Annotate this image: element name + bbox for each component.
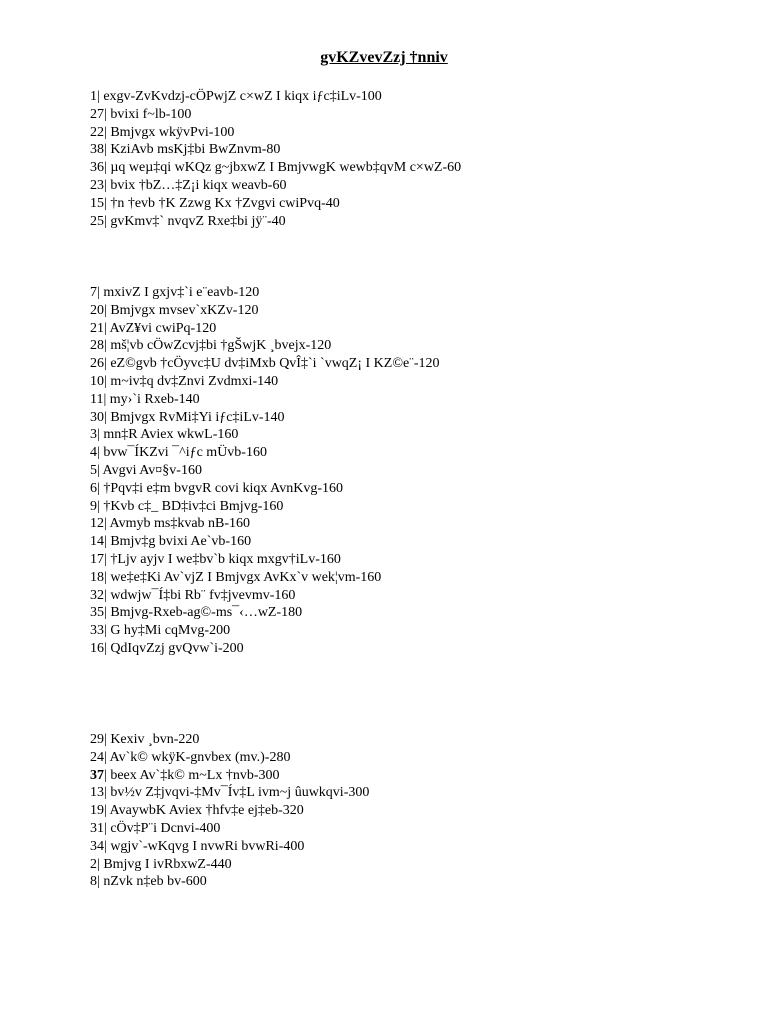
item-separator: |: [104, 177, 111, 193]
list-item: [90, 373, 730, 391]
item-number: 38: [90, 142, 104, 158]
list-item: [90, 838, 730, 856]
item-separator: |: [97, 462, 103, 478]
item-separator: |: [97, 445, 104, 461]
item-separator: |: [104, 106, 111, 122]
item-number: 22: [90, 124, 104, 140]
item-separator: |: [104, 820, 111, 836]
list-item: [90, 515, 730, 533]
item-number: 31: [90, 820, 104, 836]
item-text: Bmjvgx RvMi‡Yi iƒc‡iLv-140: [110, 409, 285, 425]
item-number: 5: [90, 462, 97, 478]
item-separator: |: [97, 498, 104, 514]
item-separator: |: [103, 391, 110, 407]
item-number: 29: [90, 732, 104, 747]
item-text: †Ljv ayjv I we‡bv`b kiqx mxgv†iLv-160: [110, 551, 341, 567]
item-text: m~iv‡q dv‡Znvi Zvdmxi-140: [110, 373, 279, 389]
list-item: [90, 640, 730, 658]
item-text: µq weµ‡qi wKQz g~jbxwZ I BmjvwgK wewb‡qvM c×wZ-60: [110, 160, 462, 176]
item-number: 14: [90, 534, 104, 550]
list-item: [90, 124, 730, 142]
item-number: 17: [90, 551, 104, 567]
list-item: [90, 141, 730, 159]
item-number: 35: [90, 605, 104, 621]
item-number: 4: [90, 445, 97, 461]
item-text: wgjv`-wKqvg I nvwRi bvwRi-400: [110, 838, 305, 854]
item-text: my›`i Rxeb-140: [109, 391, 200, 407]
item-separator: |: [104, 551, 111, 567]
item-text: eZ©gvb †cÖyvc‡U dv‡iMxb QvÎ‡`i `vwqZ¡ I KZ©e¨-120: [110, 356, 440, 372]
item-separator: |: [104, 749, 110, 765]
item-number: 7: [90, 285, 97, 300]
list-item: [90, 88, 730, 106]
item-number: 3: [90, 427, 97, 443]
item-separator: |: [104, 534, 111, 550]
item-text: QdIqvZzj gvQvw`i-200: [110, 640, 244, 656]
item-separator: |: [104, 213, 111, 229]
item-number: 13: [90, 785, 104, 801]
item-separator: |: [104, 409, 111, 425]
list-item: [90, 569, 730, 587]
list-item: [90, 873, 730, 891]
item-text: we‡e‡Ki Av`vjZ I Bmjvgx AvKx`v wek¦vm-160: [110, 569, 382, 585]
list-item: [90, 551, 730, 569]
item-separator: |: [104, 605, 111, 621]
item-number: 8: [90, 874, 97, 890]
list-item: [90, 587, 730, 605]
item-separator: |: [104, 640, 111, 656]
item-number: 30: [90, 409, 104, 425]
list-item: [90, 622, 730, 640]
item-text: Kexiv ¸bvn-220: [110, 732, 200, 747]
item-number: 9: [90, 498, 97, 514]
item-separator: |: [104, 302, 111, 318]
item-text: †n †evb †K Zzwg Kx †Zvgvi cwiPvq-40: [110, 195, 340, 211]
item-number: 36: [90, 160, 104, 176]
item-text: bv½v Z‡jvqvi-‡Mv¯Ív‡L ivm~j ûuwkqvi-300: [110, 785, 370, 801]
item-text: mš¦vb cÖwZcvj‡bi †gŠwjK ¸bvejx-120: [110, 338, 332, 354]
item-number: 1: [90, 89, 97, 104]
list-item: [90, 426, 730, 444]
item-number: 16: [90, 640, 104, 656]
item-text: exgv-ZvKvdzj-cÖPwjZ c×wZ I kiqx iƒc‡iLv-100: [103, 89, 382, 104]
item-text: bvixi f~lb-100: [110, 106, 192, 122]
list-item: [90, 767, 730, 785]
list-group-3: [90, 731, 730, 891]
list-item: [90, 533, 730, 551]
list-item: [90, 731, 730, 749]
item-text: †Pqv‡i e‡m bvgvR covi kiqx AvnKvg-160: [103, 480, 343, 496]
item-separator: |: [104, 732, 111, 747]
item-number: 28: [90, 338, 104, 354]
item-text: beex Av`‡k© m~Lx †nvb-300: [110, 767, 280, 783]
item-text: cÖv‡P¨i Dcnvi-400: [110, 820, 221, 836]
item-text: mxivZ I gxjv‡`i e¨eavb-120: [103, 285, 260, 300]
item-separator: |: [97, 89, 104, 104]
item-number: 10: [90, 373, 104, 389]
list-item: [90, 444, 730, 462]
list-item: [90, 320, 730, 338]
item-number: 6: [90, 480, 97, 496]
item-text: gvKmv‡` nvqvZ Rxe‡bi jÿ¨-40: [110, 213, 286, 229]
item-text: Bmjvg-Rxeb-ag©-ms¯‹…wZ-180: [110, 605, 303, 621]
item-separator: |: [104, 785, 111, 801]
item-text: wdwjw¯Í‡bi Rb¨ fv‡jvevmv-160: [110, 587, 296, 603]
item-number: 33: [90, 623, 104, 639]
item-separator: |: [104, 356, 111, 372]
list-item: [90, 106, 730, 124]
list-item: [90, 784, 730, 802]
list-item: [90, 462, 730, 480]
list-item: [90, 284, 730, 302]
item-number: 32: [90, 587, 104, 603]
list-item: [90, 749, 730, 767]
list-item: [90, 498, 730, 516]
item-number: 34: [90, 838, 104, 854]
item-number: 20: [90, 302, 104, 318]
item-separator: |: [97, 874, 104, 890]
item-number: 2: [90, 856, 97, 872]
item-separator: |: [97, 480, 104, 496]
item-separator: |: [104, 338, 111, 354]
item-separator: |: [104, 142, 111, 158]
list-item: [90, 856, 730, 874]
list-item: [90, 802, 730, 820]
item-separator: |: [104, 767, 111, 783]
item-text: Bmjvg I ivRbxwZ-440: [103, 856, 232, 872]
list-item: [90, 820, 730, 838]
item-text: Bmjv‡g bvixi Ae`vb-160: [110, 534, 252, 550]
list-group-1: [90, 88, 730, 230]
item-number: 24: [90, 749, 104, 765]
item-text: nZvk n‡eb bv-600: [103, 874, 207, 890]
item-text: mn‡R Aviex wkwL-160: [103, 427, 239, 443]
item-number: 12: [90, 516, 104, 532]
list-item: [90, 159, 730, 177]
item-text: Bmjvgx wkÿvPvi-100: [110, 124, 235, 140]
item-separator: |: [104, 195, 111, 211]
list-item: [90, 480, 730, 498]
list-item: [90, 337, 730, 355]
item-separator: |: [104, 320, 110, 336]
item-number: 18: [90, 569, 104, 585]
item-text: †Kvb c‡_ BD‡iv‡ci Bmjvg-160: [103, 498, 284, 514]
list-item: [90, 302, 730, 320]
item-text: Av`k© wkÿK-gnvbex (mv.)-280: [109, 749, 291, 765]
item-number: 21: [90, 320, 104, 336]
item-number: 15: [90, 195, 104, 211]
item-separator: |: [104, 569, 111, 585]
list-item: [90, 604, 730, 622]
list-item: [90, 213, 730, 231]
item-separator: |: [104, 516, 110, 532]
item-text: Avmyb ms‡kvab nB-160: [109, 516, 251, 532]
list-item: [90, 391, 730, 409]
list-item: [90, 195, 730, 213]
item-number: 25: [90, 213, 104, 229]
item-number: 19: [90, 803, 104, 819]
item-separator: |: [97, 856, 104, 872]
item-separator: |: [104, 838, 111, 854]
item-text: bvw¯ÍKZvi ¯^iƒc mÜvb-160: [103, 445, 267, 461]
item-number: 27: [90, 106, 104, 122]
item-number: 37: [90, 767, 104, 783]
item-text: AvaywbK Aviex †hfv‡e ej‡eb-320: [109, 803, 304, 819]
item-text: bvix †bZ…‡Z¡i kiqx weavb-60: [110, 177, 287, 193]
item-separator: |: [104, 623, 111, 639]
item-separator: |: [97, 427, 104, 443]
item-number: 23: [90, 177, 104, 193]
item-text: Bmjvgx mvsev`xKZv-120: [110, 302, 259, 318]
item-separator: |: [104, 160, 111, 176]
item-number: 26: [90, 356, 104, 372]
list-item: [90, 409, 730, 427]
item-text: Avgvi Av¤§v-160: [102, 462, 202, 478]
item-text: G hy‡Mi cqMvg-200: [110, 623, 231, 639]
page-title: gvKZvevZzj †nniv: [320, 49, 448, 66]
item-text: AvZ¥vi cwiPq-120: [109, 320, 217, 336]
list-item: [90, 177, 730, 195]
item-separator: |: [97, 285, 104, 300]
list-group-2: [90, 284, 730, 658]
list-item: [90, 355, 730, 373]
item-separator: |: [104, 373, 111, 389]
item-separator: |: [104, 124, 111, 140]
item-separator: |: [104, 587, 111, 603]
item-number: 11: [90, 391, 104, 407]
item-separator: |: [104, 803, 110, 819]
item-text: KziAvb msKj‡bi BwZnvm-80: [110, 142, 281, 158]
